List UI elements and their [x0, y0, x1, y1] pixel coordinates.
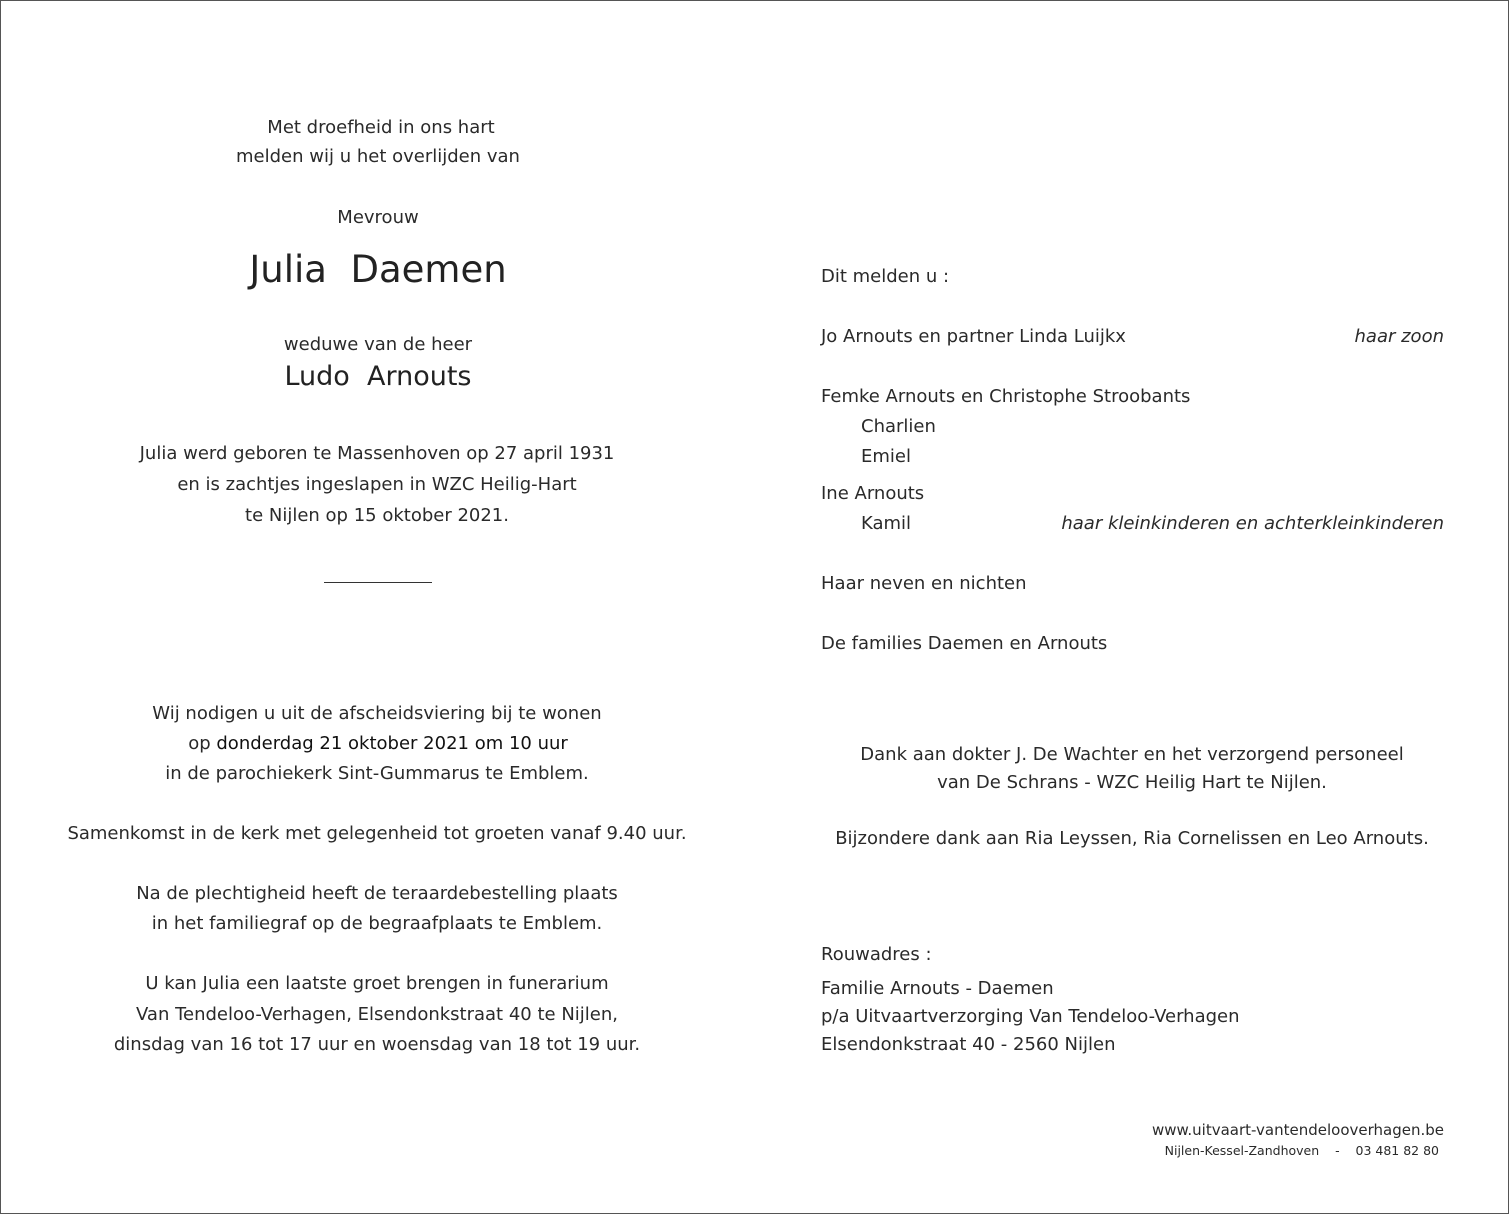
spouse-intro: weduwe van de heer: [283, 334, 473, 355]
address-line-3: Elsendonkstraat 40 - 2560 Nijlen: [821, 1034, 1116, 1055]
invite-line-2: [188, 732, 568, 756]
spouse-first-name: Ludo: [284, 361, 350, 392]
family-role-grandchildren: haar kleinkinderen en achterkleinkinderen: [1061, 513, 1444, 534]
deceased-name: [249, 247, 506, 293]
gathering-text: Samenkomst in de kerk met gelegenheid tot groeten vanaf 9.40 uur.: [67, 823, 687, 844]
thanks-special: Bijzondere dank aan Ria Leyssen, Ria Cornelissen en Leo Arnouts.: [835, 828, 1429, 849]
footer-website[interactable]: www.uitvaart-vantendelooverhagen.be: [1151, 1121, 1444, 1139]
divider-line: [324, 582, 432, 583]
great-grandchild-1: Kamil: [861, 513, 912, 534]
birth-line-1: Julia werd geboren te Massenhoven op 27 april 1931: [139, 443, 615, 464]
spouse-last-name: Arnouts: [367, 361, 472, 392]
grandchild-1: Charlien: [861, 416, 936, 437]
footer-phone: 03 481 82 80: [1355, 1143, 1439, 1158]
address-label: Rouwadres :: [821, 944, 932, 965]
burial-line-1: Na de plechtigheid heeft de teraardebestelling plaats: [136, 883, 618, 904]
deceased-last-name: Daemen: [350, 248, 507, 291]
grandchild-2: Emiel: [861, 446, 911, 467]
visit-line-3: dinsdag van 16 tot 17 uur en woensdag van 18 tot 19 uur.: [113, 1034, 641, 1055]
intro-line-1: Met droefheid in ons hart: [267, 117, 495, 138]
burial-line-2: in het familiegraf op de begraafplaats te Emblem.: [151, 913, 603, 934]
spouse-name: [284, 360, 471, 394]
family-member-1: Jo Arnouts en partner Linda Luijkx: [821, 326, 1126, 347]
ceremony-date: donderdag 21 oktober 2021 om 10 uur: [216, 733, 568, 754]
thanks-line-2: van De Schrans - WZC Heilig Hart te Nijlen.: [937, 772, 1327, 793]
family-member-5: De families Daemen en Arnouts: [821, 633, 1108, 654]
visit-line-1: U kan Julia een laatste groet brengen in funerarium: [145, 973, 609, 994]
footer-contact: [1165, 1142, 1439, 1160]
footer-separator: -: [1335, 1143, 1340, 1158]
family-member-3: Ine Arnouts: [821, 483, 925, 504]
deceased-first-name: Julia: [249, 248, 327, 291]
title-prefix: Mevrouw: [337, 207, 419, 228]
birth-line-3: te Nijlen op 15 oktober 2021.: [245, 505, 509, 526]
address-line-2: p/a Uitvaartverzorging Van Tendeloo-Verhagen: [821, 1006, 1240, 1027]
thanks-line-1: Dank aan dokter J. De Wachter en het verzorgend personeel: [860, 744, 1404, 765]
invite-line-3: in de parochiekerk Sint-Gummarus te Emblem.: [165, 763, 589, 784]
intro-line-2: melden wij u het overlijden van: [236, 146, 520, 167]
announce-heading: Dit melden u :: [821, 266, 950, 287]
invite-op: op: [188, 733, 211, 754]
birth-line-2: en is zachtjes ingeslapen in WZC Heilig-Hart: [177, 474, 577, 495]
family-role-son: haar zoon: [1354, 326, 1444, 347]
visit-line-2: Van Tendeloo-Verhagen, Elsendonkstraat 40 te Nijlen,: [136, 1004, 618, 1025]
family-member-2: Femke Arnouts en Christophe Stroobants: [821, 386, 1191, 407]
invite-line-1: Wij nodigen u uit de afscheidsviering bij te wonen: [152, 703, 602, 724]
address-line-1: Familie Arnouts - Daemen: [821, 978, 1054, 999]
footer-locations: Nijlen-Kessel-Zandhoven: [1164, 1143, 1320, 1158]
family-member-4: Haar neven en nichten: [821, 573, 1027, 594]
